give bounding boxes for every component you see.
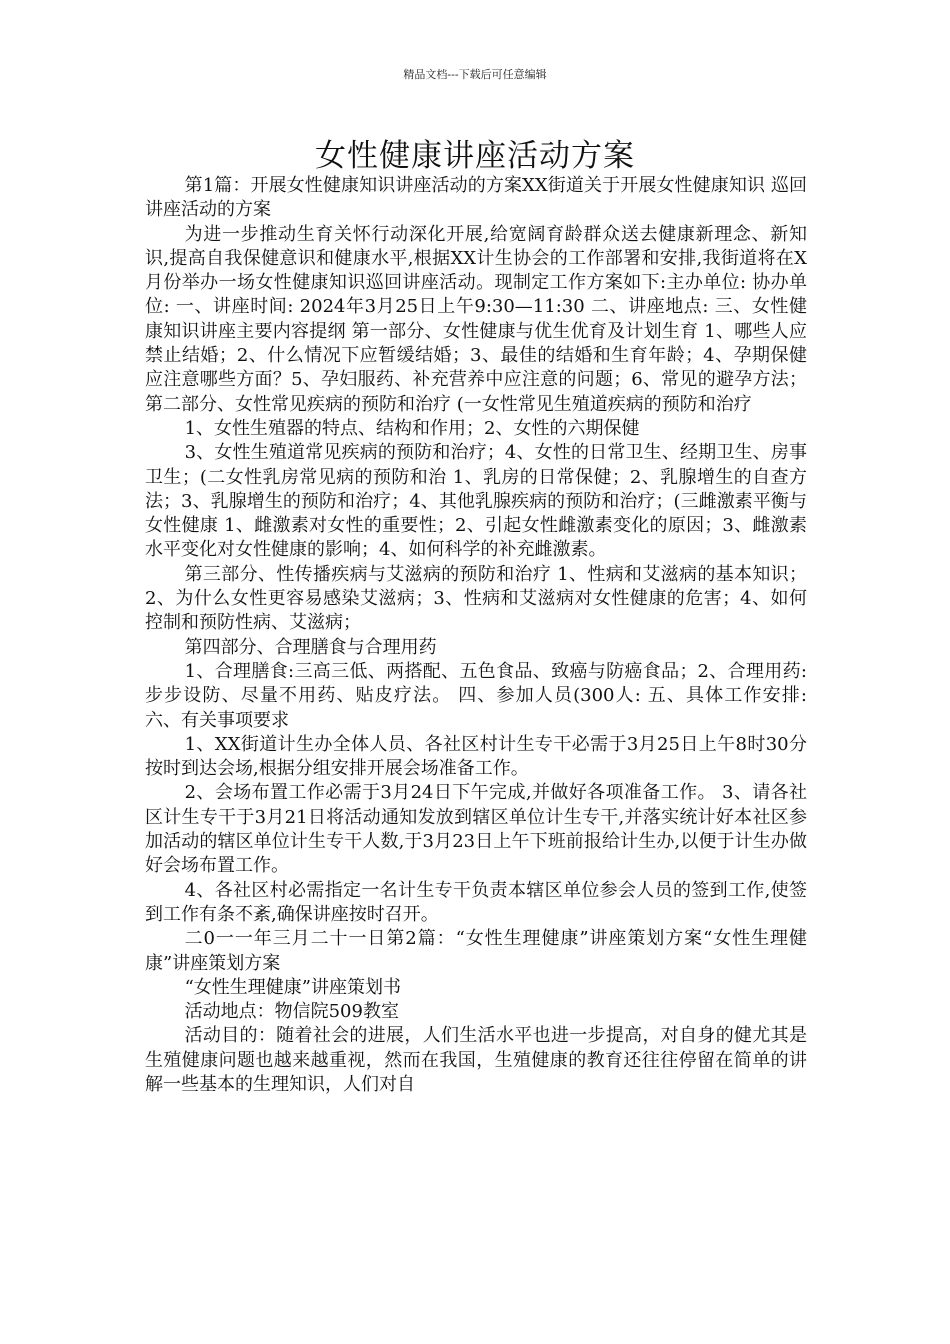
page-header: 精品文档---下载后可任意编辑 (403, 68, 547, 81)
paragraph: 第1篇：开展女性健康知识讲座活动的方案XX街道关于开展女性健康知识 巡回讲座活动的方案 (145, 175, 807, 221)
paragraph: 活动地点：物信院509教室 (184, 1001, 399, 1023)
paragraph: 3、女性生殖道常见疾病的预防和治疗；4、女性的日常卫生、经期卫生、房事卫生；(二女性乳房常见病的预防和治 1、乳房的日常保健；2、乳腺增生的自查方法；3、乳腺增生的预防和治疗；4、其他乳腺疾病的预防和治疗；(三雌激素平衡与女性健康 1、雌激素对女性的重要性；2、引起女性雌激素变化的原因；3、雌激素水平变化对女性健康的影响；4、如何科学的补充雌激素。 (145, 442, 807, 561)
paragraph: 4、各社区村必需指定一名计生专干负责本辖区单位参会人员的签到工作,使签到工作有条不紊,确保讲座按时召开。 (145, 879, 807, 925)
paragraph: 1、合理膳食:三高三低、两搭配、五色食品、致癌与防癌食品；2、合理用药:步步设防、尽量不用药、贴皮疗法。 四、参加人员(300人: 五、具体工作安排: 六、有关事项要求 (145, 660, 807, 731)
paragraph: 第四部分、合理膳食与合理用药 (184, 636, 437, 658)
paragraph: 1、XX街道计生办全体人员、各社区村计生专干必需于3月25日上午8时30分按时到达会场,根据分组安排开展会场准备工作。 (145, 733, 807, 780)
paragraph: “女性生理健康”讲座策划书 (184, 976, 401, 998)
paragraph: 活动目的：随着社会的进展，人们生活水平也进一步提高，对自身的健尤其是生殖健康问题也越来越重视，然而在我国，生殖健康的教育还往往停留在简单的讲解一些基本的生理知识，人们对自 (145, 1025, 807, 1095)
paragraph: 第三部分、性传播疾病与艾滋病的预防和治疗 1、性病和艾滋病的基本知识；2、为什么女性更容易感染艾滋病；3、性病和艾滋病对女性健康的危害；4、如何控制和预防性病、艾滋病； (145, 563, 807, 634)
paragraph: 为进一步推动生育关怀行动深化开展,给宽阔育龄群众送去健康新理念、新知识,提高自我保健意识和健康水平,根据XX计生协会的工作部署和安排,我街道将在X月份举办一场女性健康知识巡回讲座活动。现制定工作方案如下:主办单位: 协办单位: 一、讲座时间: 2024年3月25日上午9:30—11:30 二、讲座地点: 三、女性健康知识讲座主要内容提纲 第一部分、女性健康与优生优育及计划生育 1、哪些人应禁止结婚；2、什么情况下应暂缓结婚；3、最佳的结婚和生育年龄；4、孕期保健应注意哪些方面？5、孕妇服药、补充营养中应注意的问题；6、常见的避孕方法；第二部分、女性常见疾病的预防和治疗 (一女性常见生殖道疾病的预防和治疗 (145, 223, 807, 415)
document-body (145, 174, 807, 1097)
paragraph: 2、会场布置工作必需于3月24日下午完成,并做好各项准备工作。 3、请各社区计生专干于3月21日将活动通知发放到辖区单位计生专干,并落实统计好本社区参加活动的辖区单位计生专干人数,于3月23日上午下班前报给计生办,以便于计生办做好会场布置工作。 (145, 782, 807, 877)
paragraph: 1、女性生殖器的特点、结构和作用；2、女性的六期保健 (184, 417, 640, 439)
document-title: 女性健康讲座活动方案 (315, 138, 635, 174)
paragraph: 二0一一年三月二十一日第2篇：“女性生理健康”讲座策划方案“女性生理健康”讲座策划方案 (145, 928, 807, 974)
